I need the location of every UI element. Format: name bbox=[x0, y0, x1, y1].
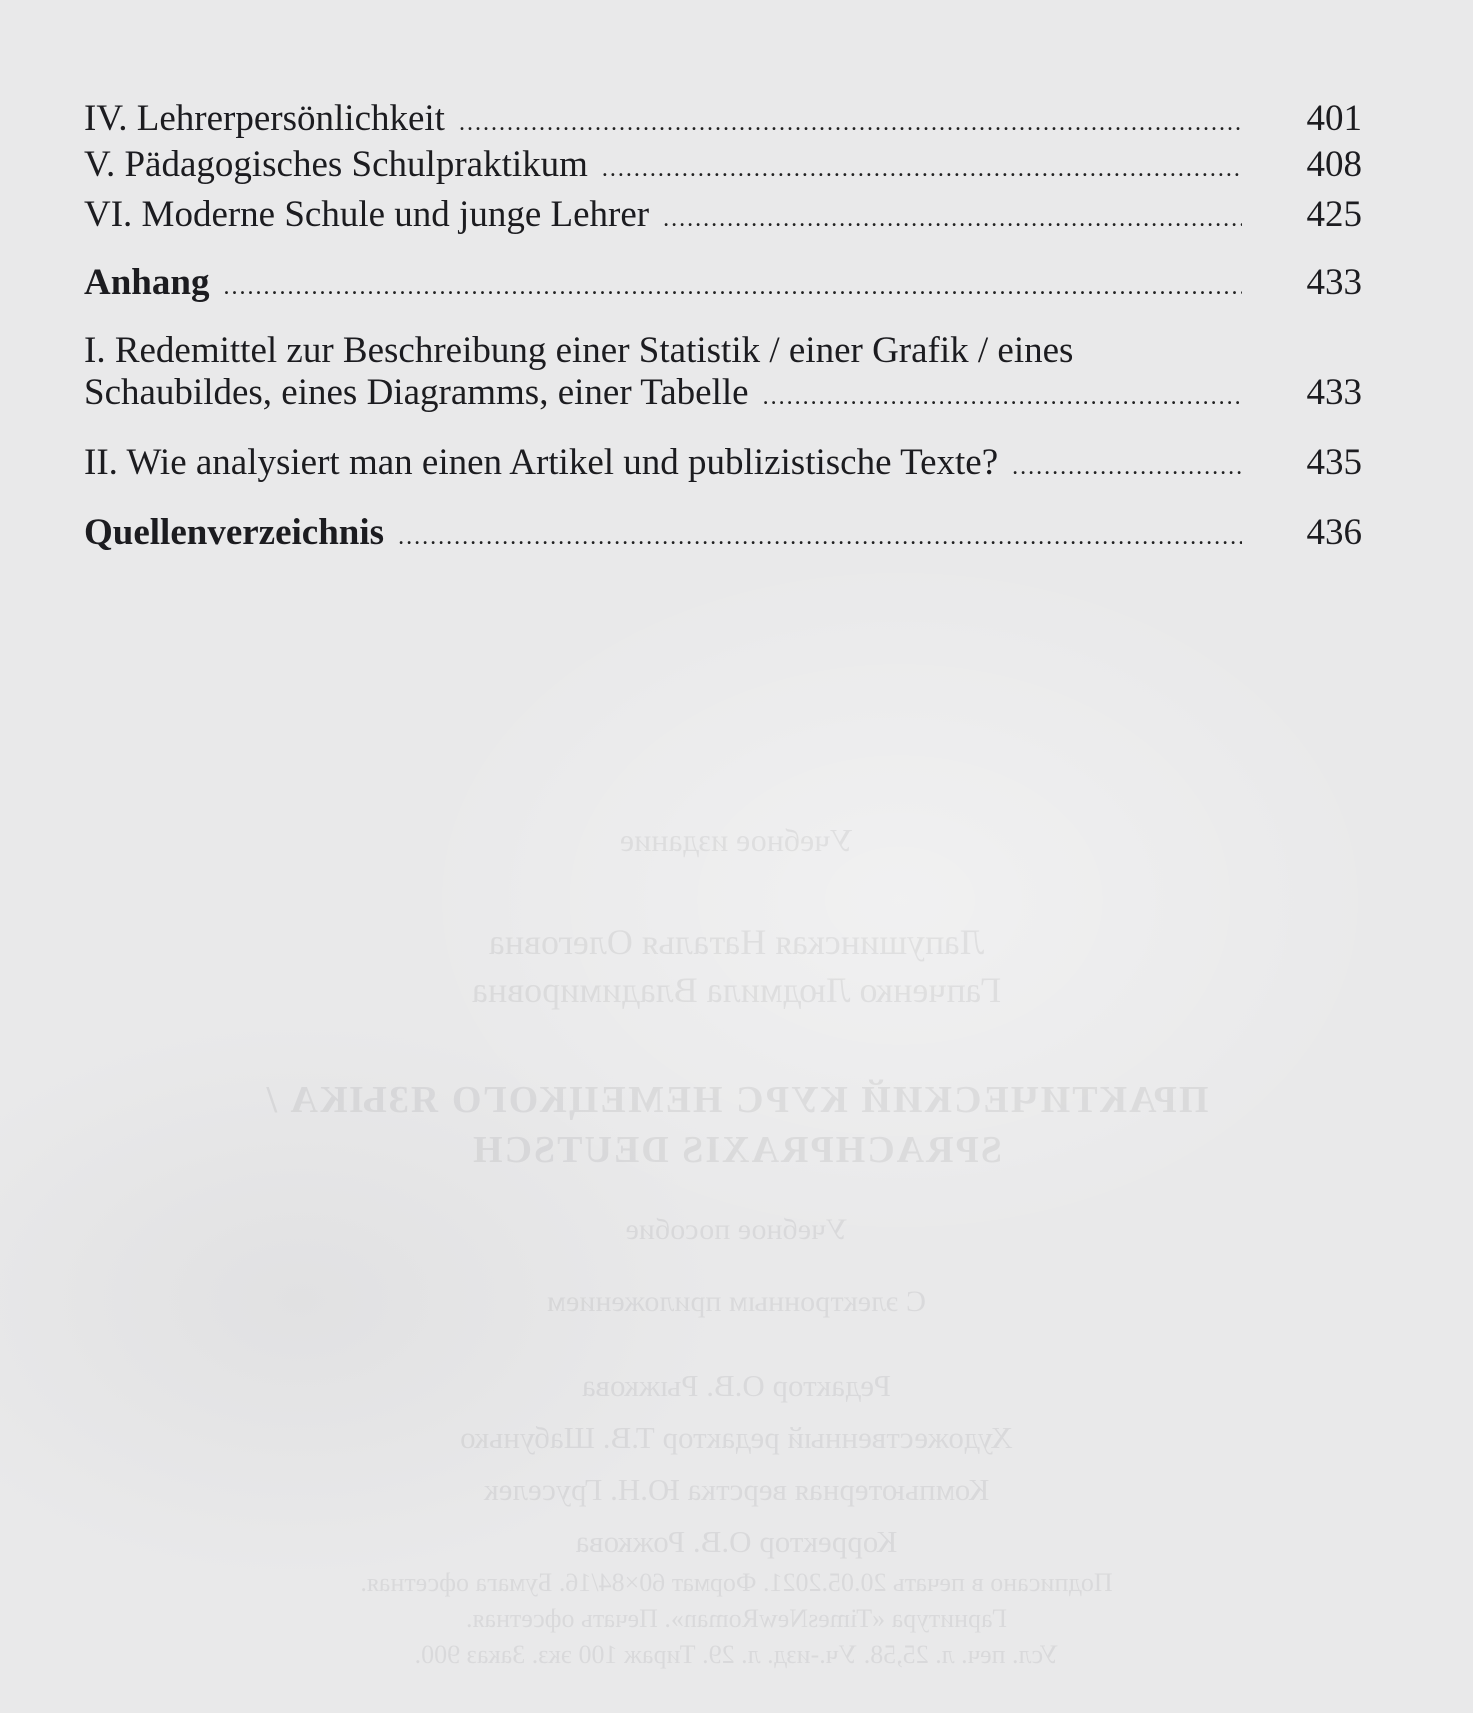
toc-entry-moderne-schule bbox=[84, 194, 1362, 240]
toc-leader-dots bbox=[663, 198, 1242, 240]
toc-entry-label: II. Wie analysiert man einen Artikel und publizistische Texte? bbox=[84, 442, 999, 483]
bleed-edition-type: Учебное издание bbox=[619, 822, 854, 858]
toc-leader-dots bbox=[763, 376, 1242, 418]
toc-entry-redemittel bbox=[84, 330, 1362, 418]
bleed-subtitle: Учебное пособие bbox=[625, 1213, 848, 1246]
toc-leader-dots bbox=[398, 516, 1242, 558]
toc-entry-label-line1: I. Redemittel zur Beschreibung einer Statistik / einer Grafik / eines bbox=[84, 330, 1074, 371]
toc-entry-label: IV. Lehrerpersönlichkeit bbox=[84, 98, 445, 139]
bleed-print-line: Гарнитура «TimesNewRoman». Печать офсетная. bbox=[466, 1604, 1007, 1633]
toc-entry-page: 425 bbox=[1306, 194, 1362, 235]
toc-entry-page: 408 bbox=[1306, 144, 1362, 185]
bleed-title-line: SPRACHPRAXIS DEUTSCH bbox=[471, 1129, 1002, 1171]
bleed-author: Гапченко Людмила Владимировна bbox=[471, 970, 1002, 1010]
bleed-credit: Компьютерная верстка Ю.Н. Груселек bbox=[483, 1472, 990, 1507]
toc-entry-artikel bbox=[84, 442, 1362, 488]
bleed-print-line: Усл. печ. л. 25,58. Уч.-изд. л. 29. Тираж 100 экз. Заказ 900. bbox=[414, 1640, 1059, 1669]
toc-entry-page: 435 bbox=[1306, 442, 1362, 483]
bleed-author: Лапушинская Наталья Олеговна bbox=[488, 922, 985, 962]
bleed-supplement: С электронным приложением bbox=[547, 1285, 926, 1318]
toc-leader-dots bbox=[602, 148, 1242, 190]
bleed-credits bbox=[0, 1360, 1473, 1568]
toc-entry-page: 433 bbox=[1306, 372, 1362, 413]
bleed-authors bbox=[0, 918, 1473, 1014]
toc-entry-quellenverzeichnis bbox=[84, 512, 1362, 558]
toc-leader-dots bbox=[1012, 446, 1242, 488]
bleed-credit: Редактор О.В. Рыжкова bbox=[581, 1368, 892, 1403]
bleed-print-info bbox=[0, 1565, 1473, 1673]
toc-entry-page: 401 bbox=[1306, 98, 1362, 139]
toc-entry-line2-row bbox=[84, 372, 1362, 418]
toc-leader-dots bbox=[223, 266, 1242, 308]
bleed-title bbox=[0, 1075, 1473, 1175]
bleed-credit: Корректор О.В. Рожкова bbox=[575, 1524, 898, 1559]
toc-leader-dots bbox=[459, 102, 1242, 144]
toc-entry-label: V. Pädagogisches Schulpraktikum bbox=[84, 144, 588, 185]
toc-entry-label-line2: Schaubildes, eines Diagramms, einer Tabelle bbox=[84, 372, 749, 413]
toc-entry-label: Anhang bbox=[84, 262, 210, 303]
toc-entry-anhang bbox=[84, 262, 1362, 308]
table-of-contents bbox=[84, 98, 1362, 558]
toc-entry-page: 436 bbox=[1306, 512, 1362, 553]
toc-entry-label: VI. Moderne Schule und junge Lehrer bbox=[84, 194, 650, 235]
bleed-print-line: Подписано в печать 20.05.2021. Формат 60×84/16. Бумага офсетная. bbox=[360, 1568, 1113, 1597]
toc-entry-schulpraktikum bbox=[84, 144, 1362, 190]
bleed-credit: Художественный редактор Т.В. Шабунько bbox=[460, 1420, 1013, 1455]
toc-entry-lehrerpersoenlichkeit bbox=[84, 98, 1362, 144]
bleed-title-line: ПРАКТИЧЕСКИЙ КУРС НЕМЕЦКОГО ЯЗЫКА / bbox=[264, 1079, 1209, 1121]
toc-entry-label: Quellenverzeichnis bbox=[84, 512, 385, 553]
toc-entry-page: 433 bbox=[1306, 262, 1362, 303]
